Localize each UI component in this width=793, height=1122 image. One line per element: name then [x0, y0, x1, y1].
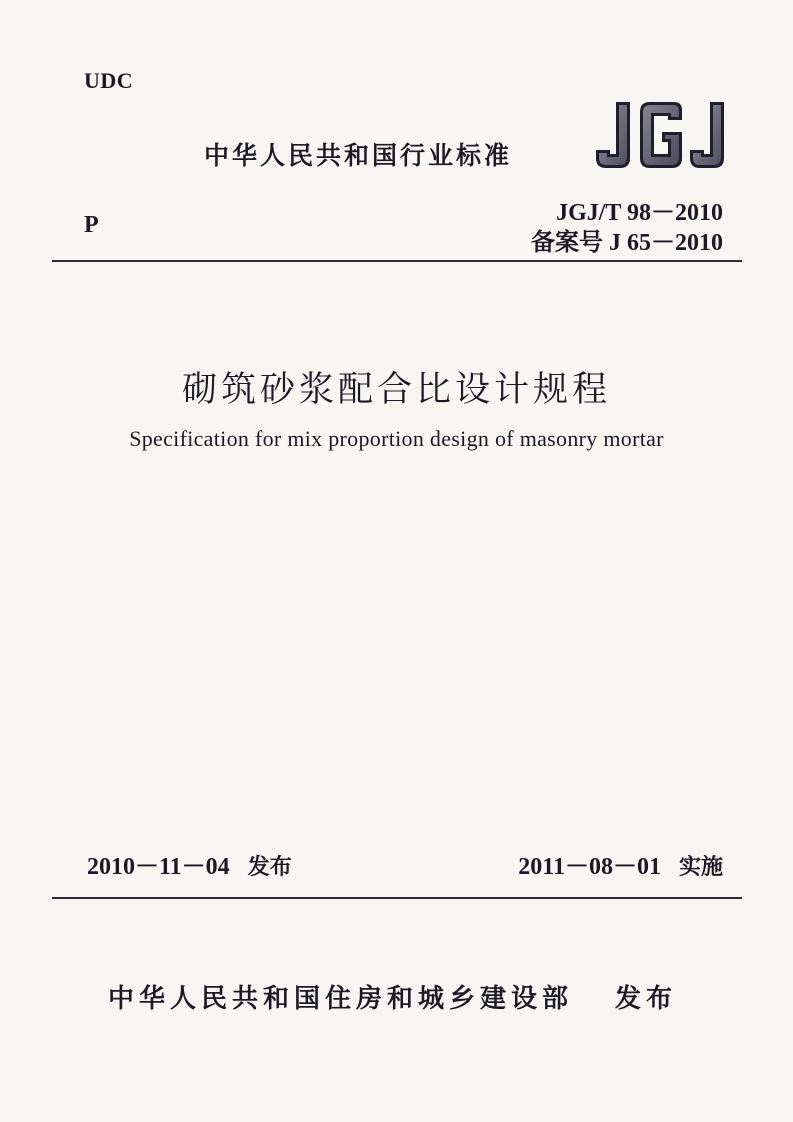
implement-date: 2011－08－01: [518, 854, 661, 880]
bottom-divider: [52, 897, 742, 899]
top-divider: [52, 260, 742, 262]
standard-number: JGJ/T 98－2010: [556, 200, 723, 226]
issue-label: 发布: [247, 855, 292, 880]
implement-label: 实施: [678, 855, 723, 880]
udc-label: UDC: [84, 68, 134, 93]
industry-standard-heading: 中华人民共和国行业标准: [204, 141, 513, 170]
jgj-logo: [590, 96, 730, 172]
publisher-line: [108, 978, 677, 1015]
issue-date: 2010－11－04: [87, 854, 230, 880]
issue-date-line: [87, 846, 292, 881]
classification-code: P: [84, 212, 99, 238]
record-number: 备案号 J 65－2010: [531, 230, 723, 256]
publisher-verb: 发布: [615, 984, 678, 1014]
title-chinese: 砌筑砂浆配合比设计规程: [181, 370, 611, 410]
title-english: Specification for mix proportion design of masonry mortar: [129, 426, 664, 451]
publisher-name: 中华人民共和国住房和城乡建设部: [108, 984, 574, 1014]
implement-date-line: [518, 846, 723, 881]
